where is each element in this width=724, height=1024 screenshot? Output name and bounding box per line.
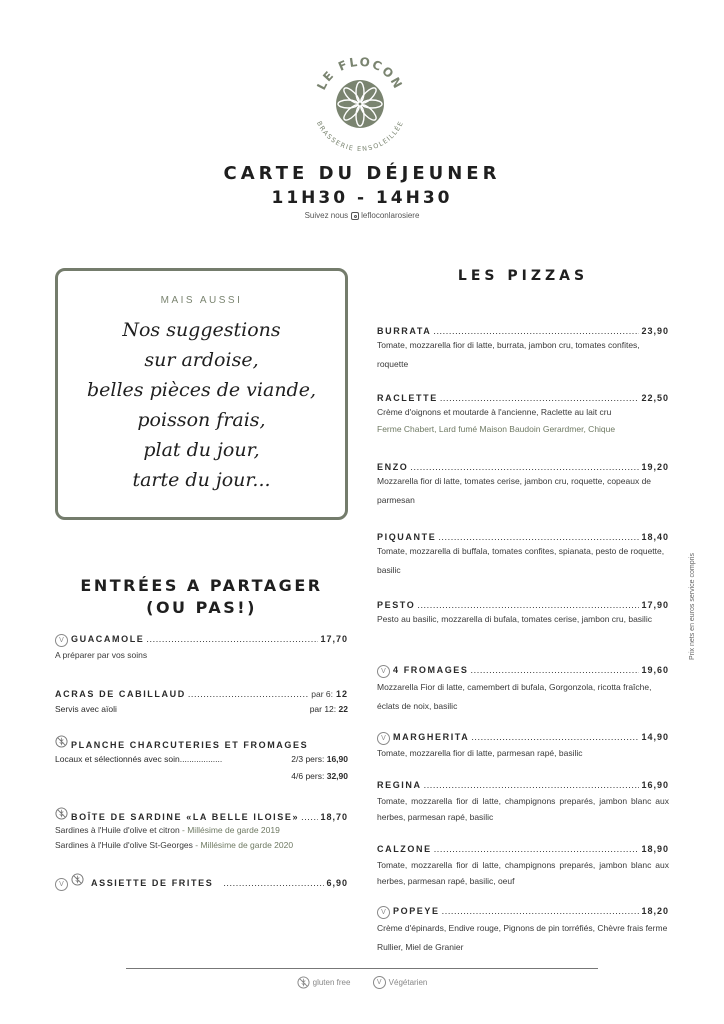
item-name: ACRAS DE CABILLAUD	[55, 689, 186, 699]
legend-gluten-free-label: gluten free	[312, 977, 351, 987]
item-name: RACLETTE	[377, 393, 438, 403]
sardine-vintage: - Millésime de garde 2019	[179, 825, 280, 835]
brand-logo	[308, 52, 412, 156]
pizzas-title: LES PIZZAS	[457, 268, 589, 284]
item-price: 23,90	[641, 326, 669, 336]
legend-vegetarian	[373, 978, 428, 987]
menu-item-raclette	[377, 393, 669, 439]
menu-item-sardine	[55, 807, 348, 853]
item-price: 19,20	[641, 462, 669, 472]
dot-leader	[438, 532, 639, 542]
menu-item-guacamole	[55, 634, 348, 663]
item-name: PLANCHE CHARCUTERIES ET FROMAGES	[71, 740, 309, 750]
ardoise-lines	[58, 315, 345, 495]
menu-item-calzone	[377, 844, 669, 889]
item-price: 6,90	[326, 878, 348, 888]
item-name: MARGHERITA	[393, 732, 470, 742]
item-price: 12	[335, 689, 348, 699]
menu-item-4-fromages	[377, 665, 669, 716]
menu-item-frites	[55, 873, 348, 891]
dot-leader	[471, 665, 640, 675]
price-note	[689, 520, 701, 660]
menu-item-burrata	[377, 326, 669, 374]
gluten-free-icon	[297, 976, 310, 989]
logo-disc	[336, 80, 384, 128]
item-price: 18,20	[641, 906, 669, 916]
item-price: 22	[338, 704, 348, 714]
ardoise-line: belles pièces de viande,	[86, 379, 317, 401]
item-name: 4 FROMAGES	[393, 665, 469, 675]
menu-item-margherita	[377, 732, 669, 761]
menu-item-planche	[55, 735, 348, 784]
dot-leader	[146, 634, 318, 644]
item-price: 14,90	[641, 732, 669, 742]
item-price: 17,70	[320, 634, 348, 644]
legend-vegetarian-label: Végétarien	[388, 977, 428, 987]
item-name: PIQUANTE	[377, 532, 437, 542]
price-label: 4/6 pers:	[291, 771, 325, 781]
item-name: BURRATA	[377, 326, 432, 336]
logo-name: LE FLOCON	[314, 54, 406, 93]
ardoise-box	[55, 268, 348, 520]
vegetarian-icon: V	[377, 665, 390, 678]
vegetarian-icon: V	[377, 906, 390, 919]
item-name: PESTO	[377, 600, 416, 610]
entrees-title-line1: ENTRÉES A PARTAGER	[80, 576, 323, 595]
dot-leader	[410, 462, 639, 472]
dot-leader	[442, 906, 640, 916]
gluten-free-icon	[55, 807, 68, 820]
ardoise-line: sur ardoise,	[144, 349, 259, 371]
item-price: 19,60	[641, 665, 669, 675]
ardoise-heading: MAIS AUSSI	[160, 295, 243, 306]
dot-leader	[440, 393, 640, 403]
sardine-variant: Sardines à l'Huile d'olive St-Georges	[55, 840, 193, 850]
item-desc: Tomate, mozzarella fior di latte, burrata, jambon cru, tomates confites, roquette	[377, 340, 640, 369]
item-price: 32,90	[326, 771, 348, 781]
item-price: 16,90	[641, 780, 669, 790]
item-desc: Tomate, mozzarella di buffala, tomates confites, spianata, pesto de roquette, basilic	[377, 546, 665, 575]
item-desc-line	[55, 823, 348, 838]
item-desc: A préparer par vos soins	[55, 650, 148, 660]
gluten-free-icon	[71, 873, 84, 886]
follow-label: Suivez nous	[304, 211, 349, 220]
vegetarian-icon: V	[55, 878, 68, 891]
dot-leader	[223, 878, 324, 888]
ardoise-line: Nos suggestions	[122, 319, 281, 341]
menu-item-acras	[55, 689, 348, 717]
dot-leader	[188, 689, 309, 699]
item-price: 17,90	[641, 600, 669, 610]
price-note-text: Prix nets en euros service compris	[689, 553, 696, 660]
vegetarian-icon: V	[373, 976, 386, 989]
entrees-title-line2: (OU PAS!)	[146, 598, 257, 617]
legend	[0, 976, 724, 989]
dot-leader	[471, 732, 639, 742]
item-price: 22,50	[641, 393, 669, 403]
dot-leader	[301, 812, 318, 822]
item-name: ASSIETTE DE FRITES	[91, 878, 214, 888]
instagram-icon	[351, 212, 359, 220]
service-hours: 11H30 - 14H30	[271, 188, 453, 208]
ardoise-line: tarte du jour...	[132, 469, 271, 491]
menu-item-pesto	[377, 600, 669, 629]
sardine-vintage: - Millésime de garde 2020	[192, 840, 294, 850]
menu-item-enzo	[377, 462, 669, 510]
item-desc: Pesto au basilic, mozzarella di bufala, tomates cerise, jambon cru, basilic	[377, 614, 652, 624]
sardine-variant: Sardines à l'Huile d'olive et citron	[55, 825, 180, 835]
price-label: par 12:	[309, 704, 337, 714]
item-desc-line	[55, 838, 348, 853]
item-price: 18,90	[641, 844, 669, 854]
item-desc: Crème d'oignons et moutarde à l'ancienne, Raclette au lait cru	[377, 407, 612, 417]
item-name: REGINA	[377, 780, 422, 790]
dot-leader	[417, 600, 639, 610]
legend-gluten-free	[297, 978, 353, 987]
item-name: GUACAMOLE	[71, 634, 145, 644]
entrees-title	[55, 575, 348, 619]
item-desc-producers: Ferme Chabert, Lard fumé Maison Baudoin Gerardmer, Chique	[377, 424, 616, 434]
dot-leader	[433, 326, 639, 336]
social-follow	[0, 211, 724, 220]
item-desc: Mozzarella Fior di latte, camembert di bufala, Gorgonzola, ricotta fraîche, éclats de noix, basilic	[377, 682, 652, 711]
logo-tagline: BRASSERIE ENSOLEILLÉE	[315, 119, 405, 153]
price-label: par 6:	[311, 689, 333, 699]
menu-item-regina	[377, 780, 669, 825]
item-price: 18,70	[320, 812, 348, 822]
item-desc: Servis avec aïoli	[55, 704, 117, 714]
menu-item-popeye	[377, 906, 669, 957]
vegetarian-icon: V	[377, 732, 390, 745]
item-desc: Mozzarella fior di latte, tomates cerise, jambon cru, roquette, copeaux de parmesan	[377, 476, 652, 505]
footer-divider	[126, 968, 598, 969]
item-name: POPEYE	[393, 906, 440, 916]
item-name: ENZO	[377, 462, 409, 472]
item-name: CALZONE	[377, 844, 432, 854]
item-desc: Tomate, mozzarella fior di latte, parmesan rapé, basilic	[377, 748, 583, 758]
ardoise-line: plat du jour,	[143, 439, 260, 461]
item-price: 16,90	[326, 754, 348, 764]
gluten-free-icon	[55, 735, 68, 748]
menu-item-piquante	[377, 532, 669, 580]
dot-leader	[424, 780, 640, 790]
item-desc: Tomate, mozzarella fior di latte, champignons preparés, jambon blanc aux herbes, parmesan rapé, basilic, oeuf	[377, 860, 669, 886]
item-desc: Crème d'épinards, Endive rouge, Pignons de pin torréfiés, Chèvre frais ferme Rullier, Miel de Granier	[377, 923, 668, 952]
item-desc: Locaux et sélectionnés avec soin..................	[55, 754, 223, 764]
item-price: 18,40	[641, 532, 669, 542]
dot-leader	[434, 844, 640, 854]
page-title: CARTE DU DÉJEUNER	[223, 163, 501, 184]
item-desc: Tomate, mozzarella fior di latte, champignons preparés, jambon blanc aux herbes, parmesan rapé, basilic	[377, 796, 669, 822]
item-name: BOÎTE DE SARDINE «LA BELLE ILOISE»	[71, 812, 300, 822]
ardoise-line: poisson frais,	[137, 409, 266, 431]
instagram-handle[interactable]: lefloconlarosiere	[361, 211, 420, 220]
price-label: 2/3 pers:	[291, 754, 325, 764]
vegetarian-icon: V	[55, 634, 68, 647]
